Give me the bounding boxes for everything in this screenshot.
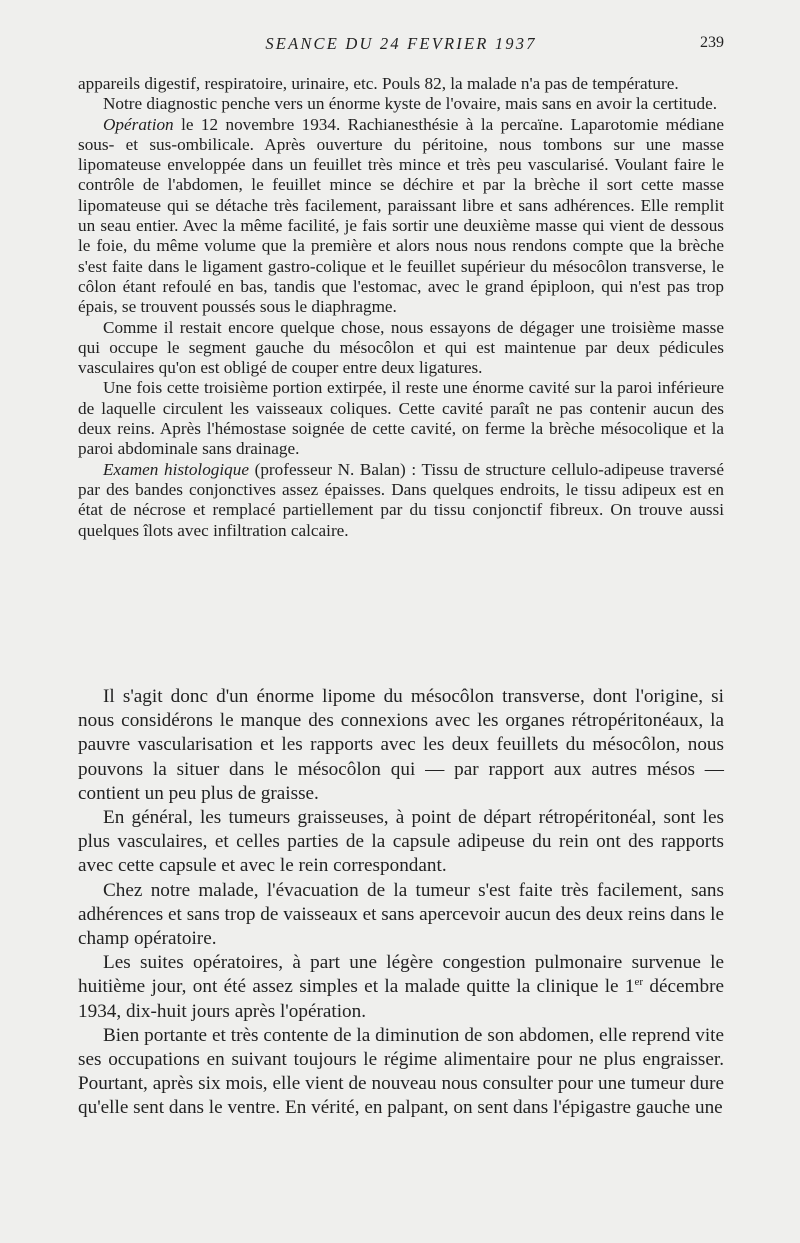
paragraph-text: Bien portante et très contente de la diminution de son abdomen, elle reprend vite ses occupations en suivant toujours le régime alimentaire pour ne plus engraisser. Pourtant, après six mois, elle vient de nouveau nous consulter pour une tumeur dure qu'elle sent dans le ventre. En vérité, en palpant, on sent dans l'épigastre gauche une bbox=[78, 1024, 724, 1119]
case-report-section bbox=[78, 74, 724, 541]
paragraph-third-mass bbox=[78, 318, 724, 379]
paragraph-lipoma-origin bbox=[78, 685, 724, 806]
ordinal-superscript: er bbox=[634, 976, 644, 989]
paragraph-lead: Examen histologique bbox=[103, 459, 249, 479]
paragraph-histology bbox=[78, 460, 724, 541]
paragraph-text: Comme il restait encore quelque chose, nous essayons de dégager une troisième masse qui occupe le segment gauche du mésocôlon et qui est maintenue par deux pédicules vasculaires qu'on est obligé de couper entre deux ligatures. bbox=[78, 317, 724, 378]
paragraph-evacuation bbox=[78, 879, 724, 952]
running-title: SEANCE DU 24 FEVRIER 1937 bbox=[265, 34, 537, 53]
paragraph-cavity bbox=[78, 378, 724, 459]
paragraph-lead: Opération bbox=[103, 114, 174, 134]
paragraph-continuation bbox=[78, 74, 724, 94]
discussion-section bbox=[78, 685, 724, 1121]
paragraph-text: (professeur N. Balan) : Tissu de structure cellulo-adipeuse traversé par des bandes conjonctives assez épaisses. Dans quelques endroits, le tissu adipeux est en état de nécrose et remplacé partiellement par du tissu conjonctif fibreux. On trouve aussi quelques îlots avec infiltration calcaire. bbox=[78, 459, 725, 540]
paragraph-text: Chez notre malade, l'évacuation de la tumeur s'est faite très facilement, sans adhérences et sans trop de vaisseaux et sans apercevoir aucun des deux reins dans le champ opératoire. bbox=[78, 879, 724, 950]
page-number: 239 bbox=[700, 34, 724, 51]
paragraph-operation bbox=[78, 115, 724, 318]
paragraph-text: appareils digestif, respiratoire, urinaire, etc. Pouls 82, la malade n'a pas de température. bbox=[78, 74, 679, 93]
paragraph-text: Il s'agit donc d'un énorme lipome du mésocôlon transverse, dont l'origine, si nous considérons le manque des connexions avec les organes rétropéritonéaux, la pauvre vascularisation et les rapports avec les deux feuillets du mésocôlon, nous pouvons la situer dans le mésocôlon qui — par rapport aux autres mésos — contient un peu plus de graisse. bbox=[78, 686, 724, 804]
paragraph-text: le 12 novembre 1934. Rachianesthésie à la percaïne. Laparotomie médiane sous- et sus-ombilicale. Après ouverture du péritoine, nous tombons sur une masse lipomateuse enveloppée dans un feuillet très mince et très peu vascularisé. Voulant faire le contrôle de l'abdomen, le feuillet mince se déchire et par la brèche il sort cette masse lipomateuse qui se détache très facilement, paraissant libre et sans adhérences. Elle remplit un seau entier. Avec la même facilité, je fais sortir une deuxième masse qui vient de dessous le foie, du même volume que la première et alors nous nous rendons compte que la brèche s'est faite dans le ligament gastro-colique et le feuillet supérieur du mésocôlon transverse, le côlon étant refoulé en bas, tandis que l'estomac, avec le grand épiploon, qui n'est pas trop épais, se trouvent poussés sous le diaphragme. bbox=[78, 114, 724, 317]
paragraph-text: Notre diagnostic penche vers un énorme kyste de l'ovaire, mais sans en avoir la certitude. bbox=[103, 94, 717, 114]
running-header bbox=[78, 34, 724, 56]
paragraph-follow-up bbox=[78, 1024, 724, 1121]
paragraph-general bbox=[78, 806, 724, 879]
paragraph-text: décembre 1934, dix-huit jours après l'opération. bbox=[78, 976, 724, 1022]
paragraph-diagnosis bbox=[78, 94, 724, 114]
paragraph-text: Une fois cette troisième portion extirpée, il reste une énorme cavité sur la paroi inférieure de laquelle circulent les vaisseaux coliques. Cette cavité paraît ne pas contenir aucun des deux reins. Après l'hémostase soignée de cette cavité, on ferme la brèche mésocolique et la paroi abdominale sans drainage. bbox=[78, 378, 724, 459]
paragraph-text: Les suites opératoires, à part une légère congestion pulmonaire survenue le huitième jour, ont été assez simples et la malade quitte la clinique le 1 bbox=[78, 952, 724, 998]
paragraph-text: En général, les tumeurs graisseuses, à point de départ rétropéritonéal, sont les plus vasculaires, et celles parties de la capsule adipeuse du rein ont des rapports avec cette capsule et avec le rein correspondant. bbox=[78, 807, 724, 877]
paragraph-postoperative bbox=[78, 951, 724, 1024]
